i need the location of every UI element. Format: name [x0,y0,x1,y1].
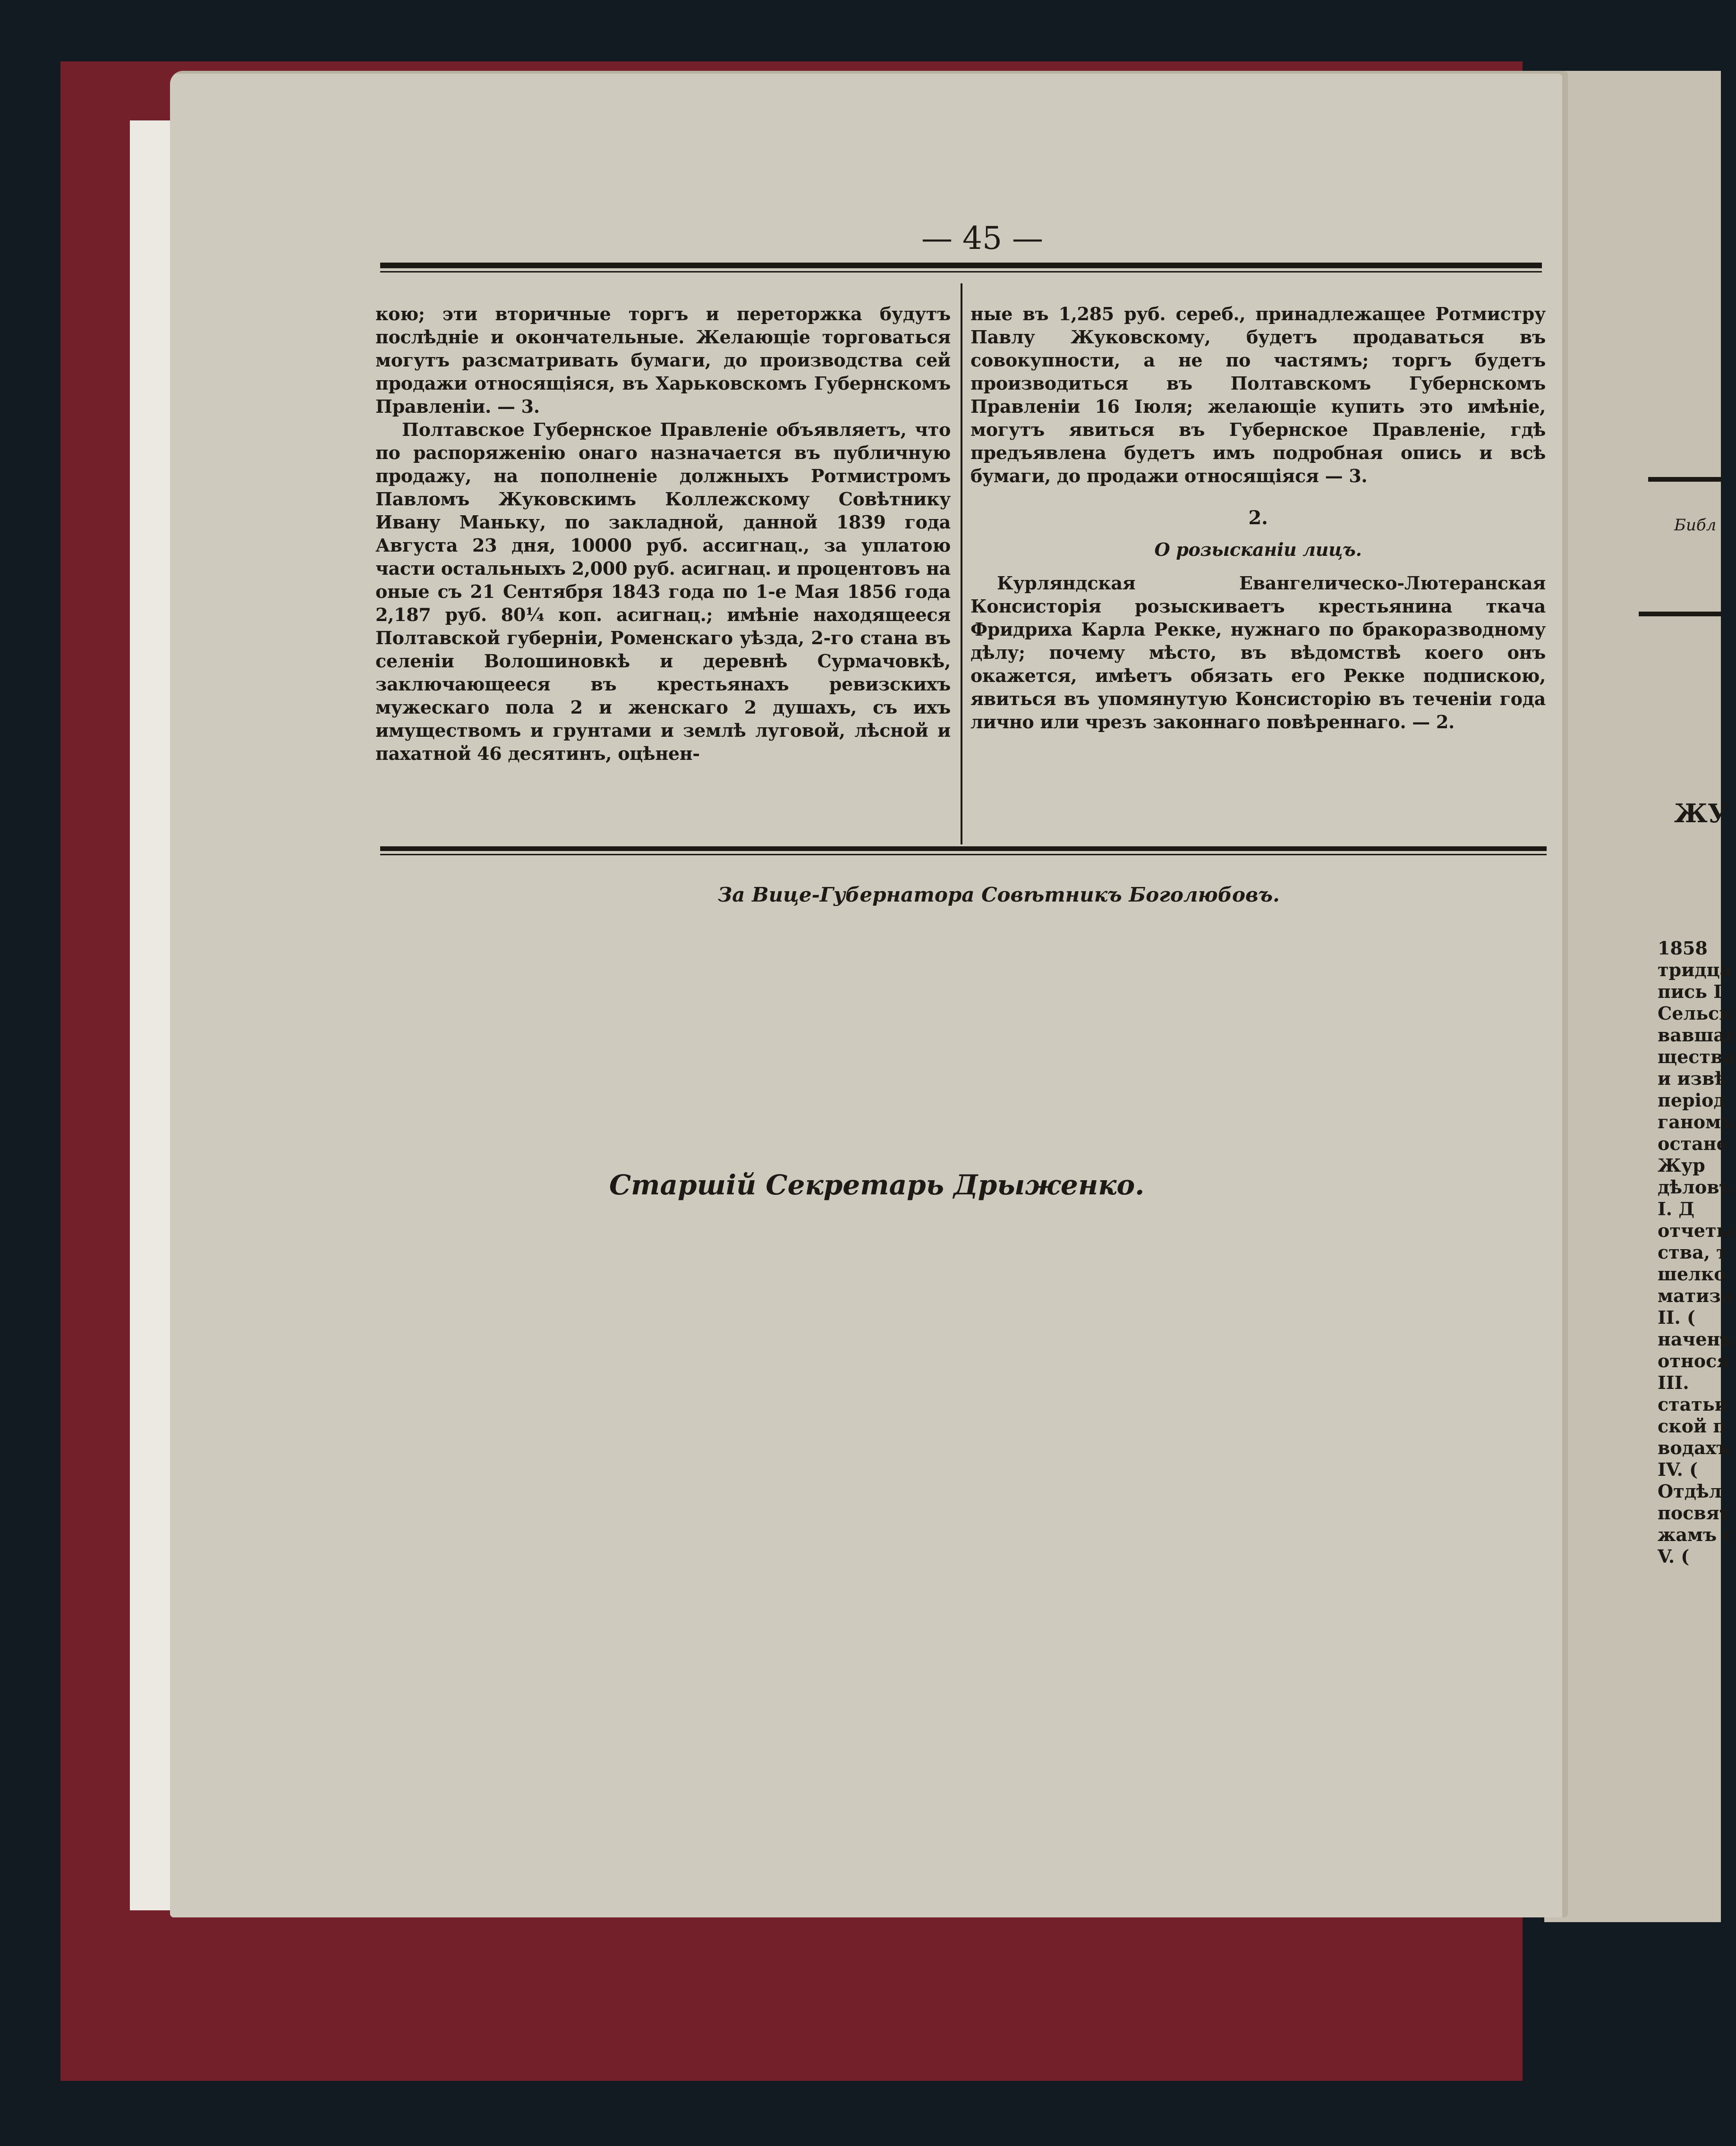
section-number: 2. [1248,507,1268,529]
vice-governor-signature: За Вице-Губернатора Совѣтникъ Боголюбовъ. [718,883,1280,906]
adjacent-page-title: ЖУ [1674,798,1728,828]
line: и извѣ [1658,1068,1727,1089]
footer-rule-thin [380,854,1547,855]
line: Жур [1658,1155,1705,1176]
footer-rule [380,846,1547,851]
line: щества [1658,1046,1735,1067]
paragraph: Полтавское Губернское Правленіе объявляетъ, что по распоряженію онаго назначается въ публичную продажу, на пополненіе должныхъ Ротмистромъ Павломъ Жуковскимъ Коллежскому Совѣтнику Ивану Маньку, по закладной, данной 1839 года Августа 23 дня, 10000 руб. ассигнац., за уплатою части остальныхъ 2,000 руб. асигнац. и процентовъ на оные съ 21 Сентября 1843 года по 1-е Мая 1856 года 2,187 руб. 80¼ коп. асигнац.; имѣніе находящееся Полтавской губерніи, Роменскаго уѣзда, 2-го стана въ селеніи Волошиновкѣ и деревнѣ Сурмачовкѣ, заключающееся въ крестьянахъ ревизскихъ мужескаго пола 2 и женскаго 2 душахъ, съ ихъ имуществомъ и грунтами и землѣ луговой, лѣсной и пахатной 46 десятинъ, оцѣнен- [375,419,951,764]
line: 1858 [1658,937,1708,959]
line: пись І [1658,981,1722,1002]
line: III. [1658,1372,1689,1393]
right-column [970,302,1546,845]
adjacent-page-rule [1648,477,1721,482]
header-rule-thin [380,271,1542,273]
paragraph: Курляндская Евангелическо-Лютеранская Консисторія розыскиваетъ крестьянина ткача Фридриха Карла Рекке, нужнаго по бракоразводному дѣлу; почему мѣсто, въ вѣдомствѣ коего онъ окажется, имѣетъ обязать его Рекке подпискою, явиться въ упомянутую Консисторію въ теченіи года лично или чрезъ законнаго повѣреннаго. — 2. [970,572,1546,732]
line: І. Д [1658,1198,1695,1219]
adjacent-page-text [1658,937,1736,1567]
line: матиза [1658,1285,1733,1306]
line: V. ( [1658,1546,1690,1567]
line: ской п [1658,1415,1727,1437]
header-rule [380,263,1542,268]
left-column [375,302,951,845]
section-title: О розысканіи лицъ. [1154,539,1362,560]
line: водахъ [1658,1437,1730,1458]
line: дѣловъ [1658,1176,1733,1198]
line: Сельск [1658,1003,1732,1024]
line: IV. ( [1658,1459,1698,1480]
line: ства, т [1658,1242,1727,1263]
line: тридца [1658,959,1732,980]
line: період [1658,1090,1726,1111]
line: шелко [1658,1263,1726,1285]
secretary-signature: Старшій Секретарь Дрыженко. [609,1169,1145,1201]
paragraph: ные въ 1,285 руб. сереб., принадлежащее Ротмистру Павлу Жуковскому, будетъ продаваться въ совокупности, а не по частямъ; торгъ будетъ производиться въ Полтавскомъ Губернскомъ Правленіи 16 Іюля; желающіе купить это имѣніе, могутъ явиться въ Губернское Правленіе, гдѣ предъявлена будетъ имъ подробная опись и всѣ бумаги, до продажи относящіяся — 3. [970,303,1546,486]
line: статьи [1658,1394,1728,1415]
page-number: — 45 — [921,220,1043,256]
line: остане [1658,1133,1728,1154]
line: отчеты [1658,1220,1735,1241]
line: наченъ [1658,1328,1734,1350]
line: II. ( [1658,1307,1695,1328]
line: относя [1658,1350,1730,1371]
adjacent-page-rule [1639,612,1721,616]
paragraph: кою; эти вторичные торгъ и переторжка будутъ послѣдніе и окончательные. Желающіе торговаться могутъ разсматривать бумаги, до производства сей продажи относящіяся, въ Харьковскомъ Губернскомъ Правленіи. — 3. [375,303,951,417]
column-divider [961,283,962,844]
adjacent-page-header: Библ [1674,516,1717,535]
line: вавшаг [1658,1024,1736,1046]
line: жамъ с [1658,1524,1734,1545]
line: Отдѣл [1658,1481,1722,1502]
line: посвят [1658,1502,1731,1524]
line: ганомъ [1658,1111,1735,1133]
